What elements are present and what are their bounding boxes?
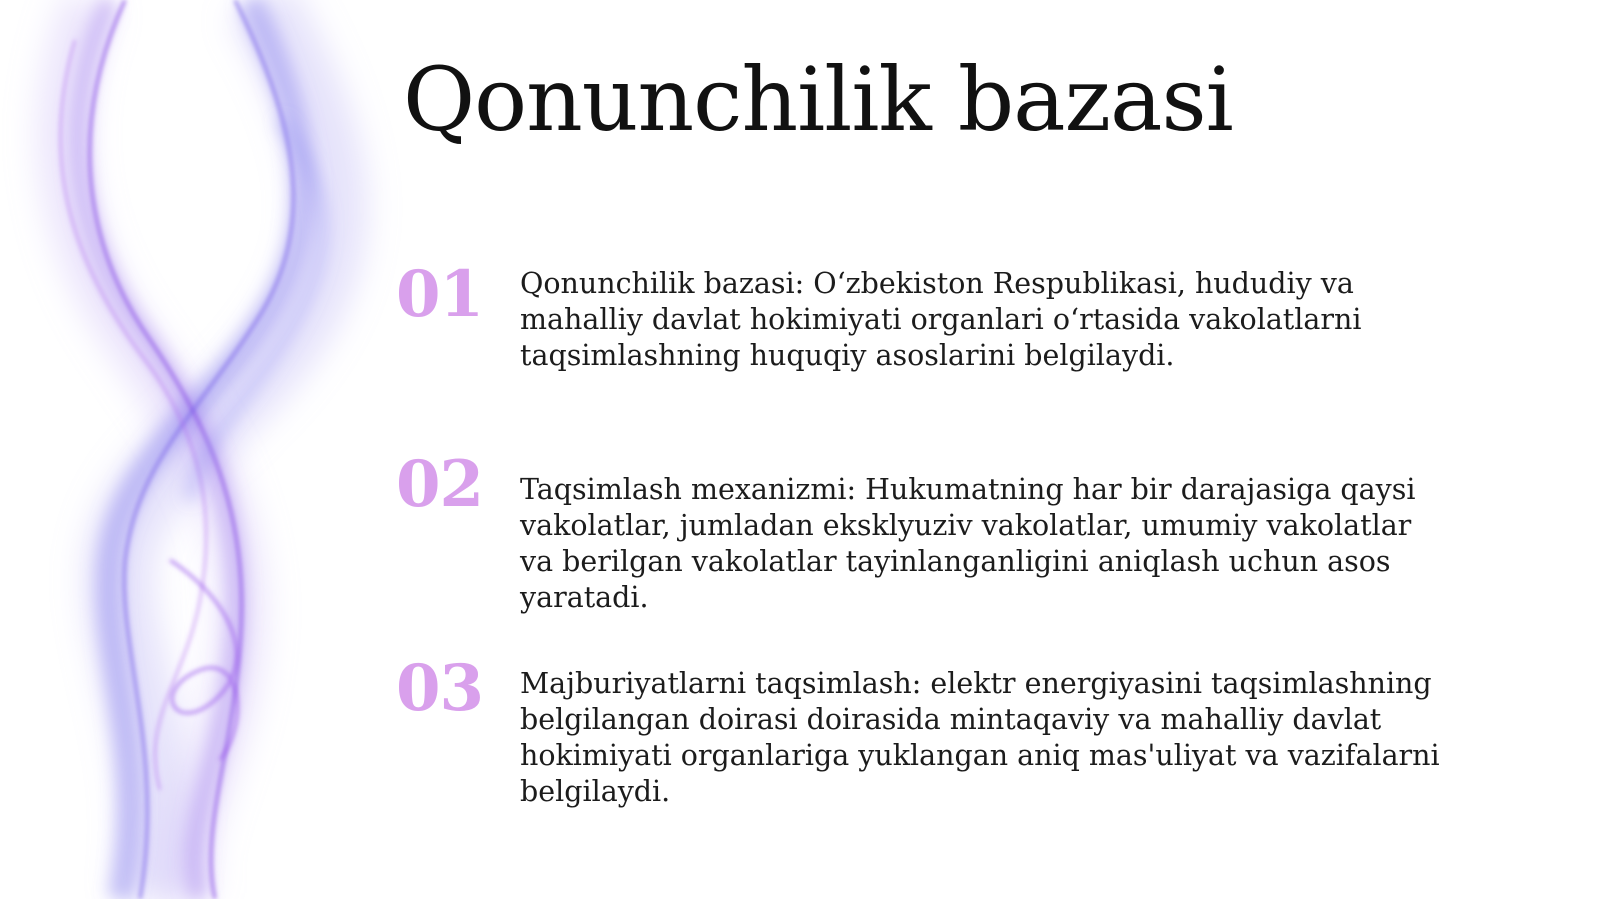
smoke-decoration-image [0,0,420,899]
slide-title: Qonunchilik bazasi [403,48,1233,151]
item-number: 02 [396,447,484,522]
item-text: Qonunchilik bazasi: O‘zbekiston Respublikasi, hududiy va mahalliy davlat hokimiyati organlari o‘rtasida vakolatlarni taqsimlashning huquqiy asoslarini belgilaydi. [520,267,1362,372]
item-number: 03 [396,651,484,726]
item-text: Majburiyatlarni taqsimlash: elektr energiyasini taqsimlashning belgilangan doirasi doirasida mintaqaviy va mahalliy davlat hokimiyati organlariga yuklangan aniq mas'uliyat va vazifalarni belgilaydi. [520,667,1440,808]
item-number: 01 [396,257,484,332]
item-text: Taqsimlash mexanizmi: Hukumatning har bir darajasiga qaysi vakolatlar, jumladan eksklyuziv vakolatlar, umumiy vakolatlar va berilgan vakolatlar tayinlanganligini aniqlash uchun asos yaratadi. [520,473,1416,614]
